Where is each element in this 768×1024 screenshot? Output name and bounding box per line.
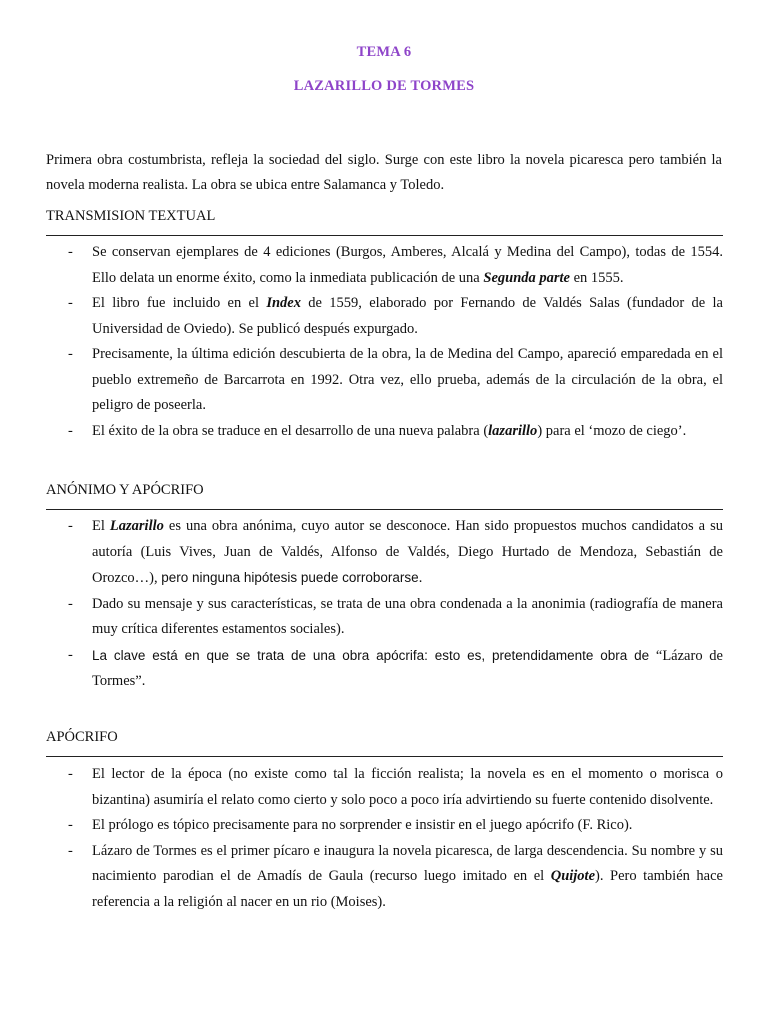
bullet-dash: - xyxy=(68,646,73,663)
item-text: Dado su mensaje y sus características, se trata de una obra condenada a la anonimia (radiografía de manera muy crítica diferentes estamentos sociales). xyxy=(92,595,723,637)
list-item xyxy=(46,342,723,419)
section-divider xyxy=(46,509,723,510)
list-item xyxy=(46,839,723,916)
list-item xyxy=(46,813,723,839)
tema-number: TEMA 6 xyxy=(356,44,412,60)
item-text: ) para el ‘mozo de ciego’. xyxy=(537,422,687,439)
item-text: es una obra anónima, cuyo autor se desconoce. Han sido propuestos muchos candidatos a su autoría (Luis Vives, Juan de Valdés, Alfonso de Valdés, Diego Hurtado de Mendoza, Sebastián de Orozco…), xyxy=(92,518,723,586)
item-text: El lector de la época (no existe como tal la ficción realista; la novela es en el momento o morisca o bizantina) asumiría el relato como cierto y solo poco a poco iría advirtiendo su fuerte contenido disolvente. xyxy=(92,766,723,808)
item-emphasis: Lazarillo xyxy=(109,518,164,534)
bullet-dash: - xyxy=(68,244,73,260)
list-item xyxy=(46,514,723,592)
list-item xyxy=(46,419,723,445)
item-text: Lázaro de Tormes es el primer pícaro e inaugura la novela picaresca, de larga descendencia. Su nombre y su nacimiento parodian el de Amadís de Gaula (recurso luego imitado en el xyxy=(92,842,723,884)
item-emphasis: Segunda parte xyxy=(483,269,570,286)
intro-paragraph: Primera obra costumbrista, refleja la sociedad del siglo. Surge con este libro la novela picaresca pero también la novela moderna realista. La obra se ubica entre Salamanca y Toledo. xyxy=(46,152,722,193)
bullet-dash: - xyxy=(68,346,73,362)
item-emphasis: Quijote xyxy=(550,868,596,884)
item-text: . xyxy=(418,570,423,586)
item-emphasis: Index xyxy=(266,295,301,311)
section-heading-anonimo: ANÓNIMO Y APÓCRIFO xyxy=(46,482,204,498)
transmision-list xyxy=(46,240,723,444)
item-text: Precisamente, la última edición descubierta de la obra, la de Medina del Campo, apareció emparedada en el pueblo extremeño de Barcarrota en 1992. Otra vez, ello prueba, además de la circulación de la obra, el peligro de poseerla. xyxy=(92,346,723,413)
section-heading-apocrifo: APÓCRIFO xyxy=(46,729,118,745)
document-title: LAZARILLO DE TORMES xyxy=(293,78,475,94)
item-text: Se conservan ejemplares de 4 ediciones (Burgos, Amberes, Alcalá y Medina del Campo), todas de 1554. Ello delata un enorme éxito, como la inmediata publicación de una xyxy=(92,244,723,286)
bullet-dash: - xyxy=(68,518,73,534)
section-divider xyxy=(46,756,723,757)
item-text: “Lázaro de Tormes”. xyxy=(92,647,723,689)
list-item xyxy=(46,291,723,342)
bullet-dash: - xyxy=(68,842,73,859)
list-item xyxy=(46,762,723,813)
item-text: El libro fue incluido en el xyxy=(92,295,267,311)
item-text: pero ninguna hipótesis puede corroborarse xyxy=(161,570,419,585)
list-item xyxy=(46,643,723,695)
item-text: de 1559, elaborado por Fernando de Valdés Salas (fundador de la Universidad de Oviedo). Se publicó después expurgado. xyxy=(92,295,723,337)
section-heading-transmision: TRANSMISION TEXTUAL xyxy=(46,208,216,224)
item-text: en 1555. xyxy=(570,269,624,286)
item-emphasis: lazarillo xyxy=(488,422,538,439)
bullet-dash: - xyxy=(68,817,73,833)
bullet-dash: - xyxy=(68,766,73,782)
item-text: El xyxy=(92,518,110,534)
section-divider xyxy=(46,235,723,236)
bullet-dash: - xyxy=(68,422,73,439)
anonimo-list xyxy=(46,514,723,695)
bullet-dash: - xyxy=(68,595,73,612)
bullet-dash: - xyxy=(68,295,73,311)
list-item xyxy=(46,240,723,291)
item-text: El éxito de la obra se traduce en el desarrollo de una nueva palabra ( xyxy=(92,422,489,439)
item-text: ). Pero también hace referencia a la religión al nacer en un rio (Moises). xyxy=(92,868,723,910)
list-item xyxy=(46,592,723,643)
apocrifo-list xyxy=(46,762,723,915)
item-text: El prólogo es tópico precisamente para no sorprender e insistir en el juego apócrifo (F. Rico). xyxy=(92,817,633,833)
item-text: La clave está en que se trata de una obra apócrifa: esto es, pretendidamente obra de xyxy=(92,647,650,663)
